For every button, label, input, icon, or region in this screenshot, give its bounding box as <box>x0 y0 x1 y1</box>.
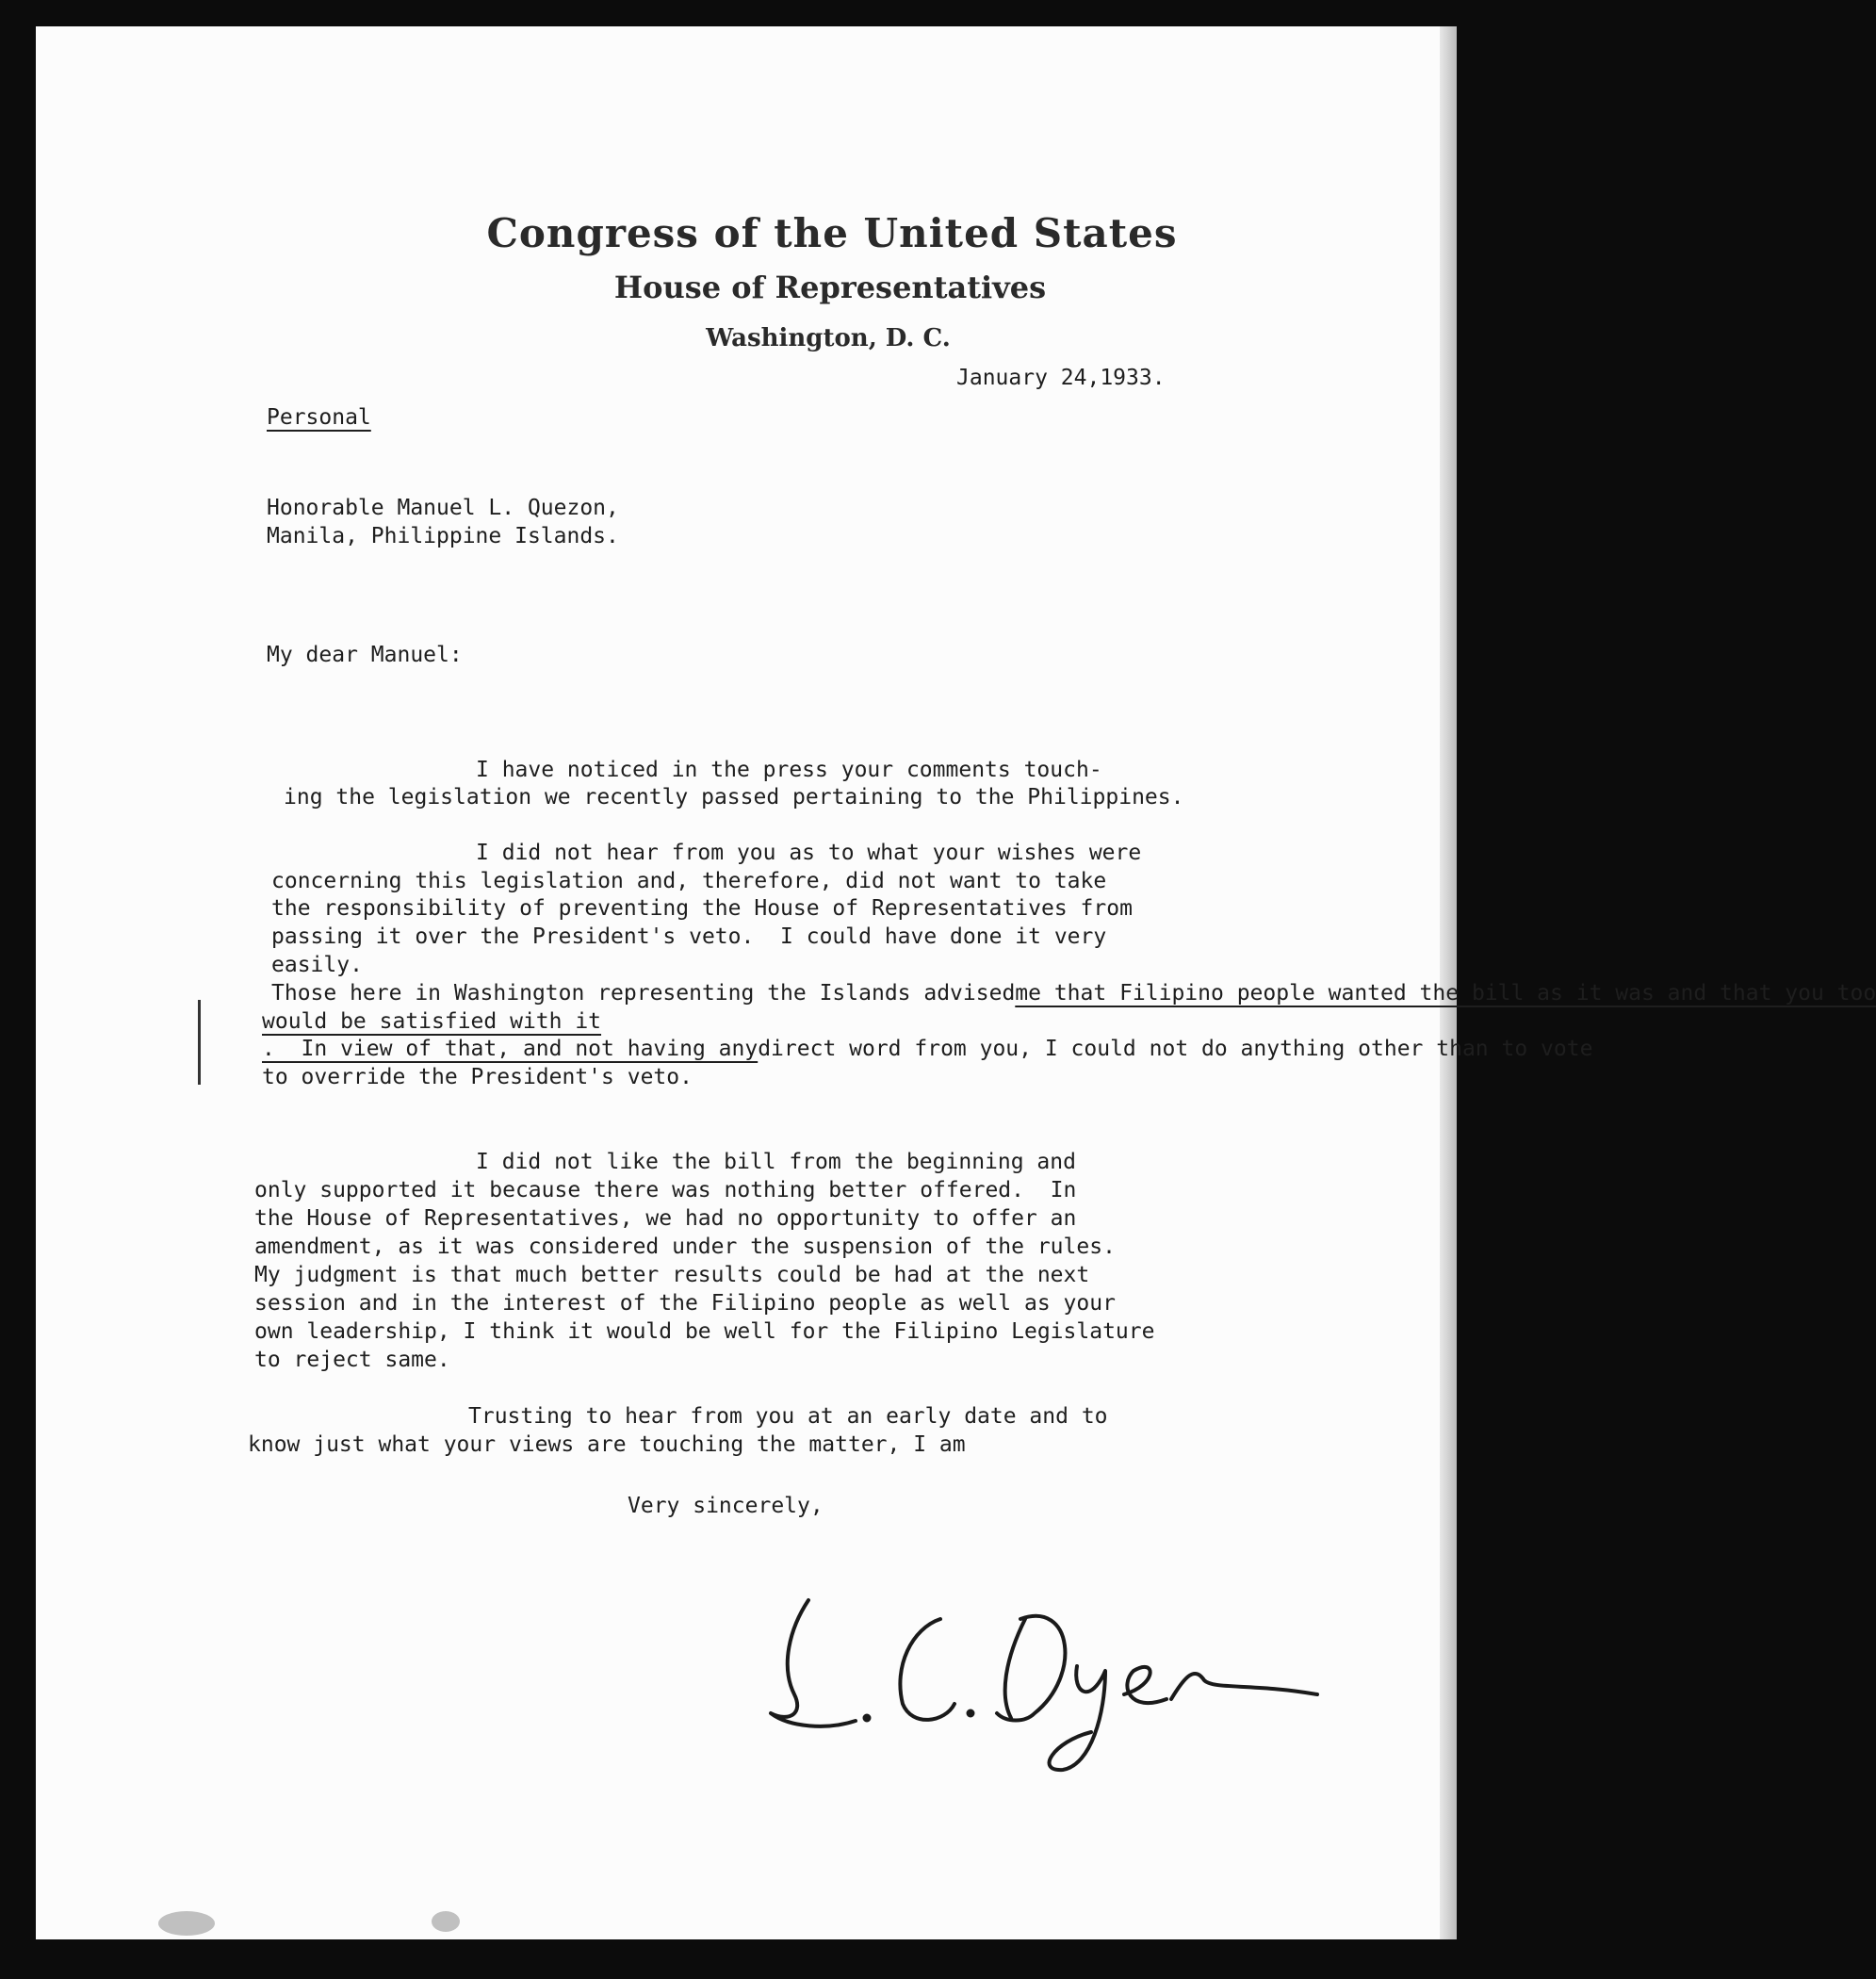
closing: Very sincerely, <box>628 1494 824 1518</box>
body-line: concerning this legislation and, therefore, did not want to take <box>271 869 1107 893</box>
body-line: only supported it because there was nothing better offered. In <box>254 1178 1077 1202</box>
body-line: amendment, as it was considered under the suspension of the rules. <box>254 1235 1116 1259</box>
underlined-text: . In view of that, and not having any <box>262 1037 759 1061</box>
body-line: I did not hear from you as to what your wishes were <box>476 841 1142 865</box>
letter-date: January 24,1933. <box>956 366 1166 390</box>
handwritten-signature <box>752 1562 1336 1779</box>
body-line: session and in the interest of the Filipino people as well as your <box>254 1291 1116 1316</box>
body-line: passing it over the President's veto. I could have done it very <box>271 924 1107 949</box>
salutation: My dear Manuel: <box>267 643 463 667</box>
letter-page <box>36 26 1876 1939</box>
recipient-line-1: Honorable Manuel L. Quezon, <box>267 496 619 520</box>
body-line: to reject same. <box>254 1348 450 1372</box>
scan-smudge <box>158 1911 215 1936</box>
body-line: ing the legislation we recently passed pertaining to the Philippines. <box>284 785 1184 810</box>
recipient-line-2: Manila, Philippine Islands. <box>267 524 619 548</box>
letterhead-house: House of Representatives <box>613 270 1047 305</box>
body-line <box>262 1035 1592 1063</box>
margin-mark <box>198 1000 201 1085</box>
body-line: to override the President's veto. <box>262 1065 693 1089</box>
underlined-text: me that Filipino people wanted the bill as it was and that you too <box>1015 981 1876 1006</box>
body-line: the House of Representatives, we had no opportunity to offer an <box>254 1206 1077 1231</box>
letterhead-city: Washington, D. C. <box>706 324 951 352</box>
body-line: Trusting to hear from you at an early date and to <box>468 1404 1108 1429</box>
body-text: direct word from you, I could not do anything other than to vote <box>758 1037 1593 1061</box>
body-line: I have noticed in the press your comments touch- <box>476 758 1102 782</box>
body-line: I did not like the bill from the beginning and <box>476 1150 1076 1174</box>
body-text: Those here in Washington representing the Islands advised <box>271 981 1016 1006</box>
body-line: the responsibility of preventing the House of Representatives from <box>271 896 1133 921</box>
body-line: My judgment is that much better results could be had at the next <box>254 1263 1090 1287</box>
personal-marking: Personal <box>267 405 371 430</box>
underlined-line: would be satisfied with it <box>262 1009 602 1034</box>
scan-smudge <box>432 1911 460 1932</box>
body-line: know just what your views are touching the matter, I am <box>248 1432 966 1457</box>
body-line: own leadership, I think it would be well for the Filipino Legislature <box>254 1319 1155 1344</box>
body-line: easily. <box>271 953 389 977</box>
body-line <box>271 979 1876 1007</box>
letterhead-congress: Congress of the United States <box>486 210 1178 256</box>
